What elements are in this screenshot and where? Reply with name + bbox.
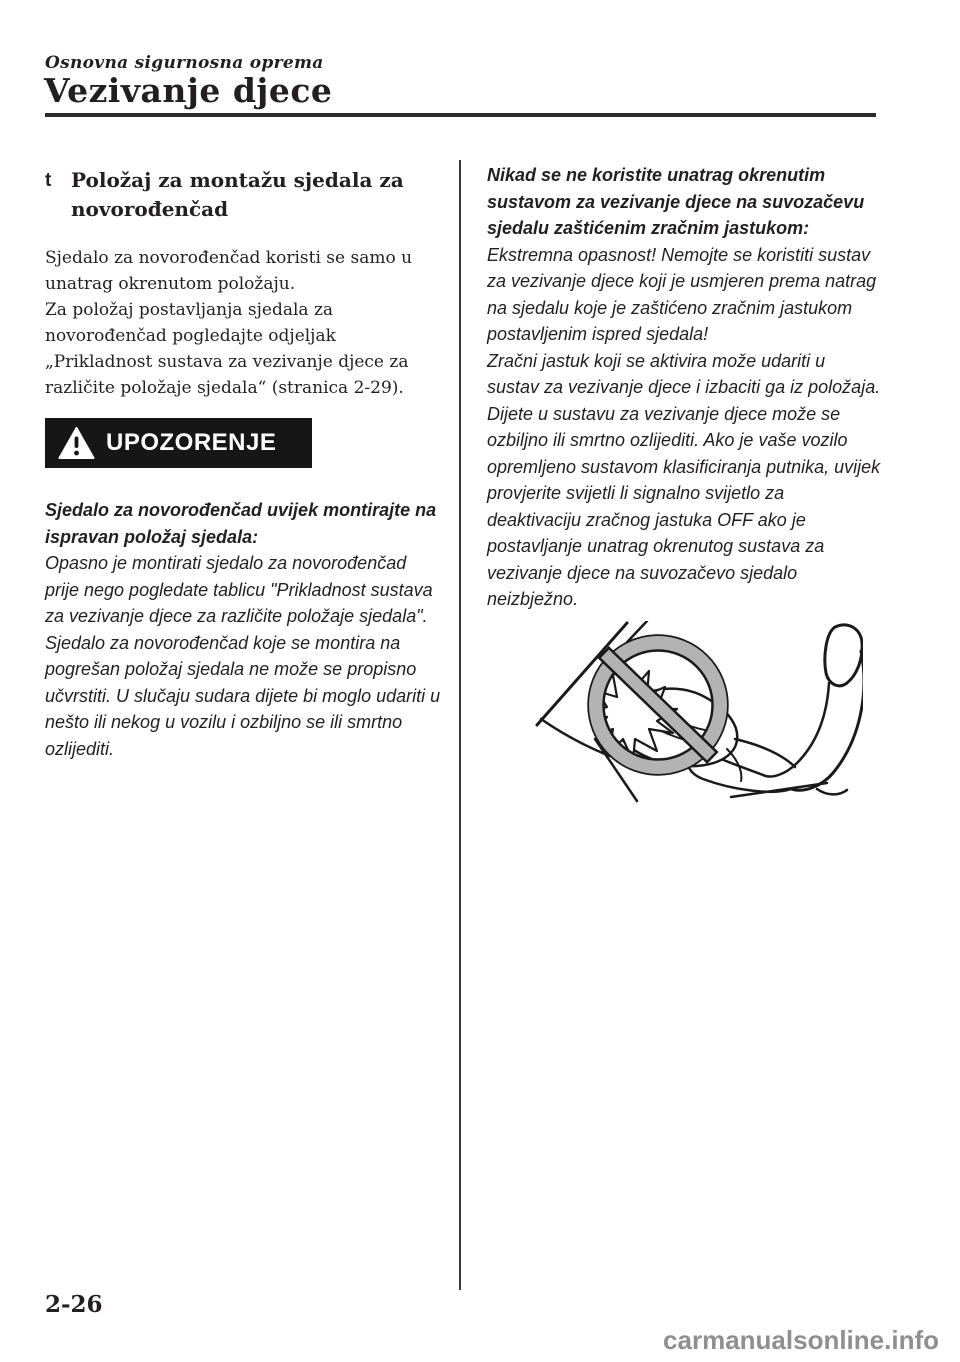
page-title: Vezivanje djece [44,71,333,110]
warning-lead-text: Nikad se ne koristite unatrag okrenutim sustavom za vezivanje djece na suvozačevu sjedalu zaštićenim zračnim jastukom: [487,165,865,238]
warning-banner [45,418,312,468]
warning-body-text: Opasno je montirati sjedalo za novorođenčad prije nego pogledate tablicu "Prikladnost sustava za vezivanje djece za različite položaje sjedala". Sjedalo za novorođenčad koje se montira na pogrešan položaj sjedala ne može se propisno učvrstiti. U slučaju sudara dijete bi moglo udariti u nešto ili nekog u vozilu i ozbiljno se ili smrtno ozlijediti. [45,553,441,759]
title-rule [45,113,876,117]
warning-label: UPOZORENJE [106,429,277,456]
subsection-heading-text: Položaj za montažu sjedala za novorođenčad [71,168,404,221]
right-column [487,162,881,803]
body-paragraphs [45,245,445,401]
paragraph: Sjedalo za novorođenčad koristi se samo u unatrag okrenutom položaju. [45,248,413,294]
left-column [45,166,447,762]
airbag-child-seat-prohibition-illustration [531,621,863,803]
warning-triangle-icon [58,427,95,460]
section-label: Osnovna sigurnosna oprema [45,53,324,73]
warning-lead-text: Sjedalo za novorođenčad uvijek montirajte na ispravan položaj sjedala: [45,500,437,547]
watermark: carmanualsonline.info [663,1325,939,1355]
warning-body-text: Zračni jastuk koji se aktivira može udariti u sustav za vezivanje djece i izbaciti ga iz položaja. Dijete u sustavu za vezivanje djece može se ozbiljno ili smrtno ozlijediti. Ako je vaše vozilo opremljeno sustavom klasificiranja putnika, uvijek provjerite svijetli li signalno svijetlo za deaktivaciju zračnog jastuka OFF ako je postavljanje unatrag okrenutog sustava za vezivanje djece na suvozačevo sjedalo neizbježno. [487,350,881,609]
subsection-heading [45,166,447,224]
warning-body-text: Ekstremna opasnost! Nemojte se koristiti sustav za vezivanje djece koji je usmjeren prema natrag na sjedalu koje je zaštićeno zračnim jastukom postavljenim ispred sjedala! [487,244,877,344]
column-divider [459,160,461,1290]
page-number: 2-26 [45,1291,103,1318]
paragraph: Za položaj postavljanja sjedala za novorođenčad pogledajte odjeljak „Prikladnost sustava za vezivanje djece za različite položaje sjedala“ (stranica 2-29). [45,300,409,398]
heading-bullet-marker: t [45,170,52,191]
